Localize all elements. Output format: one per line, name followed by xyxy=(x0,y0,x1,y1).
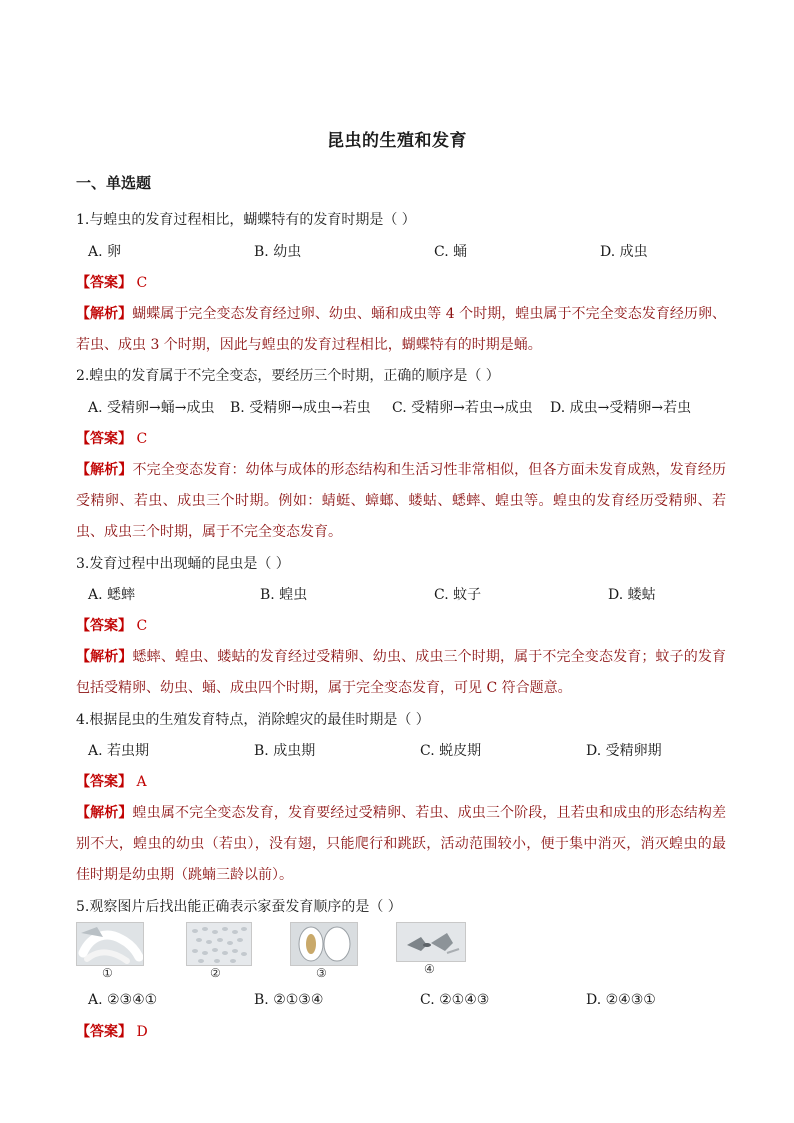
q2-option-a: A. 受精卵→蛹→成虫 xyxy=(88,400,215,416)
answer-value: C xyxy=(136,618,148,634)
silkworm-larva-image xyxy=(76,922,144,966)
q5-option-c: C. ②①④③ xyxy=(420,992,490,1008)
answer-label: 【答案】 xyxy=(76,618,132,634)
analysis-label: 【解析】 xyxy=(76,649,133,665)
analysis-text: 蟋蟀、蝗虫、蝼蛄的发育经过受精卵、幼虫、成虫三个时期，属于不完全变态发育；蚊子的发育包括受精卵、幼虫、蛹、成虫四个时期，属于完全变态发育，可见 C 符合题意。 xyxy=(76,649,727,696)
analysis-text: 蝴蝶属于完全变态发育经过卵、幼虫、蛹和成虫等 4 个时期，蝗虫属于不完全变态发育经历卵、若虫、成虫 3 个时期，因此与蝗虫的发育过程相比，蝴蝶特有的时期是蛹。 xyxy=(76,306,727,353)
q3-option-a: A. 蟋蟀 xyxy=(88,587,136,603)
analysis-text: 蝗虫属不完全变态发育，发育要经过受精卵、若虫、成虫三个阶段，且若虫和成虫的形态结构差别不大，蝗虫的幼虫（若虫），没有翅，只能爬行和跳跃，活动范围较小，便于集中消灭，消灭蝗虫的最佳时期是幼虫期（跳蝻三龄以前）。 xyxy=(76,805,727,883)
q5-option-a: A. ②③④① xyxy=(88,992,158,1008)
question-4-stem: 4.根据昆虫的生殖发育特点，消除蝗灾的最佳时期是（ ） xyxy=(76,712,430,728)
silkworm-moth-image xyxy=(396,922,466,962)
q2-option-c: C. 受精卵→若虫→成虫 xyxy=(392,400,533,416)
q3-option-c: C. 蚊子 xyxy=(434,587,482,603)
image-caption-4: ④ xyxy=(424,962,435,976)
q3-option-b: B. 蝗虫 xyxy=(260,587,308,603)
silkworm-cocoon-image xyxy=(290,922,358,966)
image-caption-1: ① xyxy=(102,966,113,980)
analysis-text: 不完全变态发育：幼体与成体的形态结构和生活习性非常相似，但各方面未发育成熟，发育经历受精卵、若虫、成虫三个时期。例如：蜻蜓、蟑螂、蝼蛄、蟋蟀、蝗虫等。蝗虫的发育经历受精卵、若虫、成虫三个时期，属于不完全变态发育。 xyxy=(76,462,727,540)
q5-option-b: B. ②①③④ xyxy=(254,992,324,1008)
q1-option-b: B. 幼虫 xyxy=(254,244,302,260)
answer-value: C xyxy=(136,275,148,291)
q1-option-d: D. 成虫 xyxy=(600,244,648,260)
q4-answer xyxy=(76,772,147,792)
q4-option-b: B. 成虫期 xyxy=(254,743,316,759)
answer-value: D xyxy=(136,1024,148,1040)
question-3-stem: 3.发育过程中出现蛹的昆虫是（ ） xyxy=(76,556,290,572)
q4-option-a: A. 若虫期 xyxy=(88,743,150,759)
section-heading: 一、单选题 xyxy=(76,174,152,192)
q4-option-d: D. 受精卵期 xyxy=(586,743,662,759)
silkworm-eggs-image xyxy=(186,922,252,966)
answer-value: A xyxy=(136,774,147,790)
q1-option-a: A. 卵 xyxy=(88,244,122,260)
q1-answer xyxy=(76,273,147,293)
q2-option-b: B. 受精卵→成虫→若虫 xyxy=(230,400,371,416)
q2-analysis xyxy=(76,455,726,548)
analysis-label: 【解析】 xyxy=(76,306,133,322)
image-caption-2: ② xyxy=(210,966,221,980)
q1-analysis xyxy=(76,299,726,361)
q4-option-c: C. 蜕皮期 xyxy=(420,743,482,759)
q2-answer xyxy=(76,429,147,449)
q3-option-d: D. 蝼蛄 xyxy=(608,587,656,603)
q5-option-d: D. ②④③① xyxy=(586,992,656,1008)
q1-option-c: C. 蛹 xyxy=(434,244,468,260)
q5-answer xyxy=(76,1022,148,1042)
answer-label: 【答案】 xyxy=(76,431,132,447)
answer-label: 【答案】 xyxy=(76,774,132,790)
q3-answer xyxy=(76,616,147,636)
question-2-stem: 2.蝗虫的发育属于不完全变态，要经历三个时期，正确的顺序是（ ） xyxy=(76,368,500,384)
q4-analysis xyxy=(76,798,726,891)
answer-label: 【答案】 xyxy=(76,1024,132,1040)
image-caption-3: ③ xyxy=(316,966,327,980)
question-5-stem: 5.观察图片后找出能正确表示家蚕发育顺序的是（ ） xyxy=(76,899,402,915)
q3-analysis xyxy=(76,642,726,704)
page-title: 昆虫的生殖和发育 xyxy=(327,131,467,151)
question-1-stem: 1.与蝗虫的发育过程相比，蝴蝶特有的发育时期是（ ） xyxy=(76,212,416,228)
answer-value: C xyxy=(136,431,148,447)
q2-option-d: D. 成虫→受精卵→若虫 xyxy=(550,400,692,416)
answer-label: 【答案】 xyxy=(76,275,132,291)
analysis-label: 【解析】 xyxy=(76,462,133,478)
analysis-label: 【解析】 xyxy=(76,805,133,821)
